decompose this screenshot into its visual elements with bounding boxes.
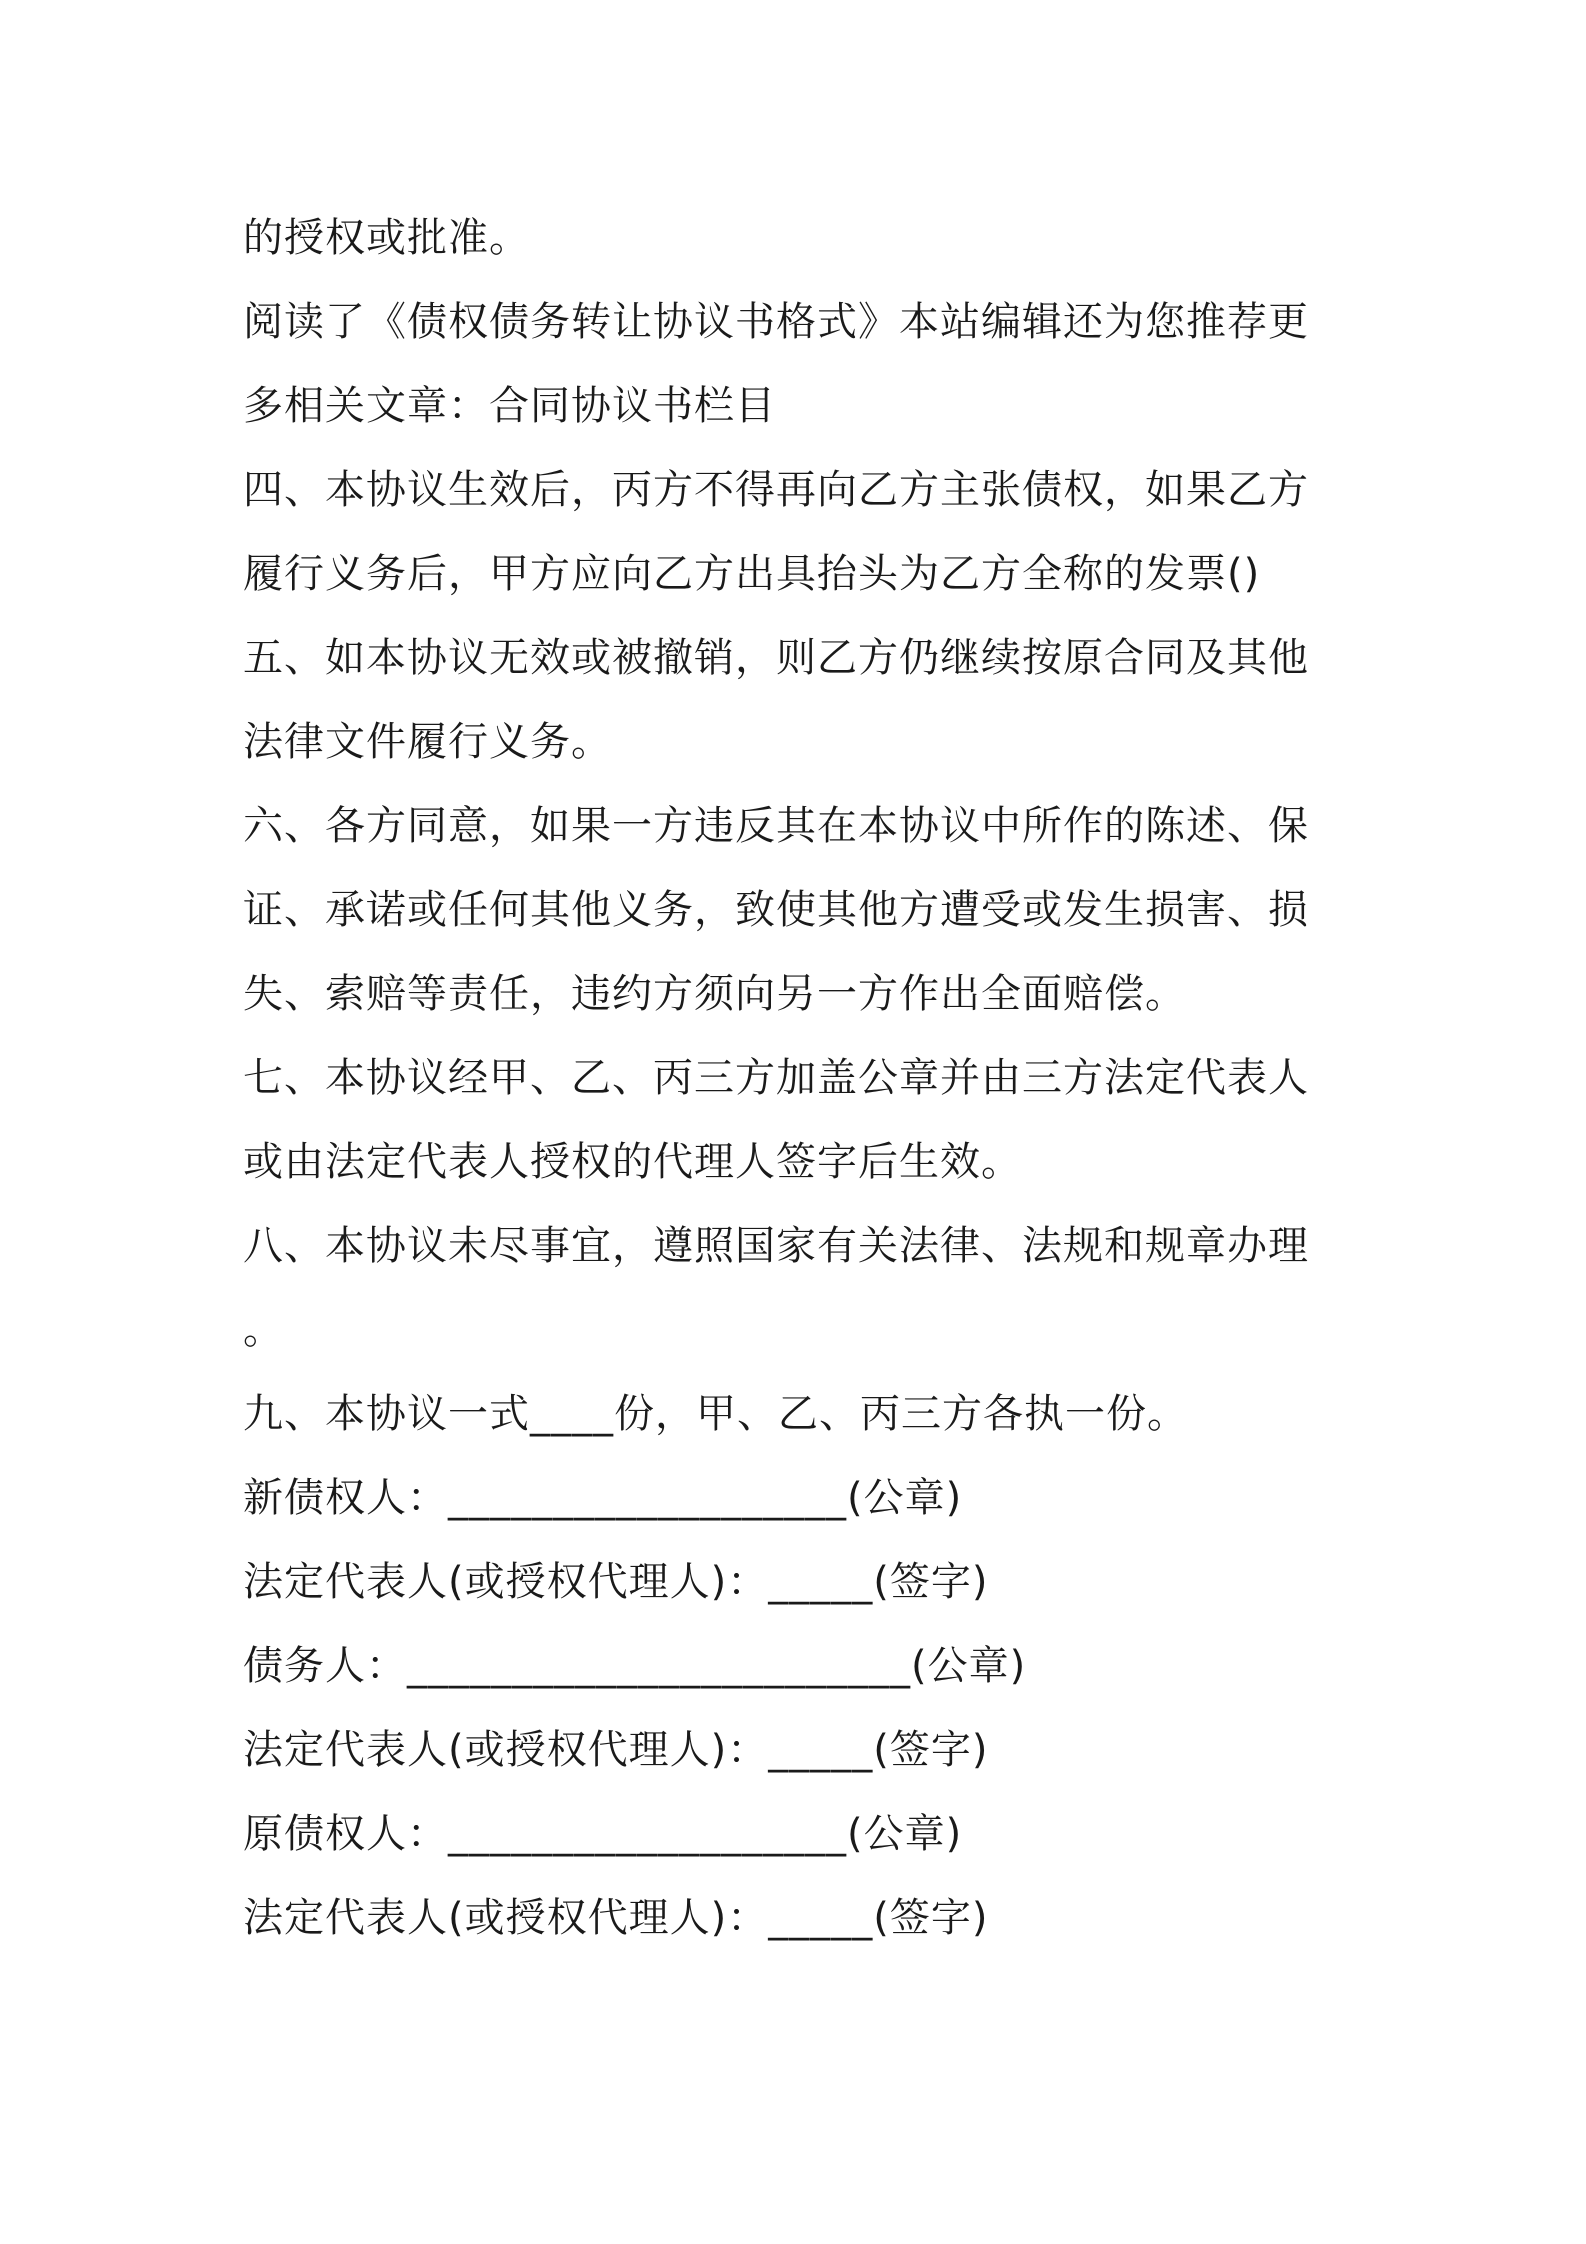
clause-seven-line: 七、本协议经甲、乙、丙三方加盖公章并由三方法定代表人: [243, 1055, 1309, 1101]
clause-eight-line: 。: [243, 1307, 284, 1353]
clause-seven-line: 或由法定代表人授权的代理人签字后生效。: [243, 1139, 1022, 1185]
clause-six-line: 证、承诺或任何其他义务，致使其他方遭受或发生损害、损: [243, 887, 1309, 933]
clause-six-line: 失、索赔等责任，违约方须向另一方作出全面赔偿。: [243, 971, 1186, 1017]
document-body: [243, 196, 1373, 1960]
clause-four-line: 四、本协议生效后，丙方不得再向乙方主张债权，如果乙方: [243, 467, 1309, 513]
clause-four-line: 履行义务后，甲方应向乙方出具抬头为乙方全称的发票(): [243, 551, 1261, 597]
clause-eight-line: 八、本协议未尽事宜，遵照国家有关法律、法规和规章办理: [243, 1223, 1309, 1269]
clause-five-line: 法律文件履行义务。: [243, 719, 612, 765]
clause-six-line: 六、各方同意，如果一方违反其在本协议中所作的陈述、保: [243, 803, 1309, 849]
signature-representative: 法定代表人(或授权代理人)：_____(签字): [243, 1559, 989, 1605]
clause-nine-line: 九、本协议一式____份，甲、乙、丙三方各执一份。: [243, 1391, 1188, 1437]
text-line: 多相关文章：合同协议书栏目: [243, 383, 776, 429]
signature-new-creditor: 新债权人：___________________(公章): [243, 1475, 963, 1521]
clause-five-line: 五、如本协议无效或被撤销，则乙方仍继续按原合同及其他: [243, 635, 1309, 681]
text-line: 阅读了《债权债务转让协议书格式》本站编辑还为您推荐更: [243, 299, 1309, 345]
signature-representative: 法定代表人(或授权代理人)：_____(签字): [243, 1895, 989, 1941]
signature-representative: 法定代表人(或授权代理人)：_____(签字): [243, 1727, 989, 1773]
text-line: 的授权或批准。: [243, 215, 530, 261]
signature-debtor: 债务人：________________________(公章): [243, 1643, 1027, 1689]
signature-original-creditor: 原债权人：___________________(公章): [243, 1811, 963, 1857]
